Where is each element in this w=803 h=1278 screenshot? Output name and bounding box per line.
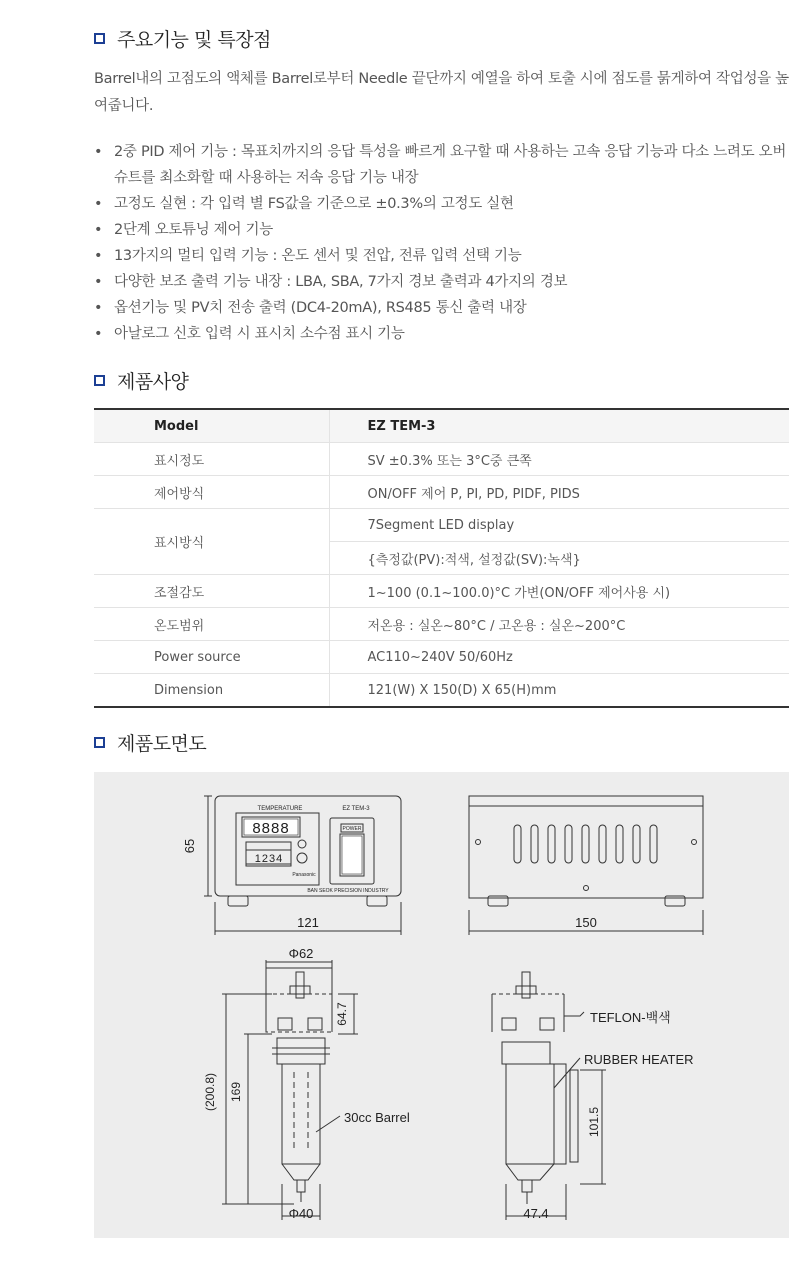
table-cell-key: Dimension bbox=[94, 674, 329, 708]
dim-101-5: 101.5 bbox=[587, 1106, 601, 1138]
bullet-icon: • bbox=[94, 326, 103, 342]
table-cell-key: 조절감도 bbox=[94, 575, 329, 608]
table-row bbox=[94, 641, 789, 674]
section-title-text: 제품도면도 bbox=[117, 733, 207, 755]
feature-list bbox=[94, 139, 794, 347]
table-cell-value: 1~100 (0.1~100.0)°C 가변(ON/OFF 제어사용 시) bbox=[329, 575, 789, 608]
dim-phi40: Φ40 bbox=[288, 1206, 314, 1221]
bullet-icon: • bbox=[94, 196, 103, 212]
square-bullet-icon bbox=[94, 33, 105, 44]
list-item: • 2단계 오토튜닝 제어 기능 bbox=[94, 217, 794, 243]
table-cell-value: 121(W) X 150(D) X 65(H)mm bbox=[367, 682, 557, 698]
front-logo: Panasonic bbox=[292, 872, 316, 878]
list-item: • 옵션기능 및 PV치 전송 출력 (DC4-20mA), RS485 통신 출력 내장 bbox=[94, 295, 794, 321]
list-item: • 고정도 실현 : 각 입력 별 FS값을 기준으로 ±0.3%의 고정도 실현 bbox=[94, 191, 794, 217]
dim-height: 65 bbox=[182, 838, 197, 854]
section-title-text: 제품사양 bbox=[117, 371, 189, 393]
section-title-text: 주요기능 및 특장점 bbox=[117, 29, 271, 51]
spec-table bbox=[94, 408, 789, 708]
bullet-icon: • bbox=[94, 144, 103, 160]
front-brand-label: TEMPERATURE bbox=[257, 806, 303, 812]
list-item: • 13가지의 멀티 입력 기능 : 온도 센서 및 전압, 전류 입력 선택 기능 bbox=[94, 243, 794, 269]
table-header-row bbox=[94, 409, 789, 443]
table-cell-key: 제어방식 bbox=[94, 476, 329, 509]
square-bullet-icon bbox=[94, 737, 105, 748]
dim-64-7: 64.7 bbox=[335, 1002, 349, 1026]
table-row bbox=[94, 509, 789, 542]
table-row bbox=[94, 608, 789, 641]
power-label: POWER bbox=[342, 826, 362, 832]
led-digits: 8888 bbox=[252, 820, 290, 837]
table-cell-value: 7Segment LED display bbox=[329, 509, 789, 542]
intro-paragraph: Barrel내의 고점도의 액체를 Barrel로부터 Needle 끝단까지 예열을 하여 토출 시에 점도를 묽게하여 작업성을 높여줍니다. bbox=[94, 71, 789, 114]
bullet-icon: • bbox=[94, 222, 103, 238]
section-title-spec bbox=[94, 367, 188, 394]
table-cell-key: Model bbox=[94, 409, 329, 443]
table-cell-value: SV ±0.3% 또는 3°C중 큰쪽 bbox=[329, 443, 789, 476]
bullet-icon: • bbox=[94, 248, 103, 264]
dim-169: 169 bbox=[229, 1081, 243, 1103]
table-cell-key: 표시방식 bbox=[94, 509, 329, 575]
dim-width: 121 bbox=[297, 915, 319, 930]
table-row bbox=[94, 575, 789, 608]
square-bullet-icon bbox=[94, 375, 105, 386]
dip-switch-label: 1234 bbox=[254, 853, 284, 865]
table-cell-key: Power source bbox=[94, 641, 329, 674]
section-title-features bbox=[94, 25, 271, 52]
list-item: • 아날로그 신호 입력 시 표시치 소수점 표시 기능 bbox=[94, 321, 794, 347]
dim-47-4: 47.4 bbox=[523, 1206, 549, 1221]
table-cell-value: AC110~240V 50/60Hz bbox=[329, 641, 789, 674]
label-teflon: TEFLON-백색 bbox=[590, 1010, 671, 1025]
dim-200-8: (200.8) bbox=[203, 1072, 217, 1112]
front-model-label: EZ TEM-3 bbox=[342, 806, 370, 812]
table-cell-key: 온도범위 bbox=[94, 608, 329, 641]
bullet-icon: • bbox=[94, 300, 103, 316]
dim-depth: 150 bbox=[575, 915, 597, 930]
table-cell-key: 표시정도 bbox=[94, 443, 329, 476]
table-row bbox=[94, 443, 789, 476]
table-cell-value: {측정값(PV):적색, 설정값(SV):녹색} bbox=[329, 542, 789, 575]
label-barrel: 30cc Barrel bbox=[344, 1110, 410, 1125]
front-footer: BAN SEOK PRECISION INDUSTRY bbox=[307, 888, 389, 894]
product-drawing bbox=[94, 772, 789, 1238]
table-row bbox=[94, 674, 789, 708]
dim-phi62: Φ62 bbox=[288, 946, 314, 961]
bullet-icon: • bbox=[94, 274, 103, 290]
label-rubber-heater: RUBBER HEATER bbox=[584, 1052, 694, 1067]
table-cell-value: 저온용 : 실온~80°C / 고온용 : 실온~200°C bbox=[329, 608, 789, 641]
section-title-drawing bbox=[94, 729, 206, 756]
technical-drawing-svg bbox=[94, 772, 789, 1238]
table-row bbox=[94, 476, 789, 509]
list-item: • 2중 PID 제어 기능 : 목표치까지의 응답 특성을 빠르게 요구할 때 사용하는 고속 응답 기능과 다소 느려도 오버슈트를 최소화할 때 사용하는 저속 응답 기능 내장 bbox=[94, 139, 794, 191]
list-item: • 다양한 보조 출력 기능 내장 : LBA, SBA, 7가지 경보 출력과 4가지의 경보 bbox=[94, 269, 794, 295]
dispenser-section-view bbox=[492, 972, 606, 1220]
table-cell-value: EZ TEM-3 bbox=[329, 409, 789, 443]
table-cell-value: ON/OFF 제어 P, PI, PD, PIDF, PIDS bbox=[329, 476, 789, 509]
